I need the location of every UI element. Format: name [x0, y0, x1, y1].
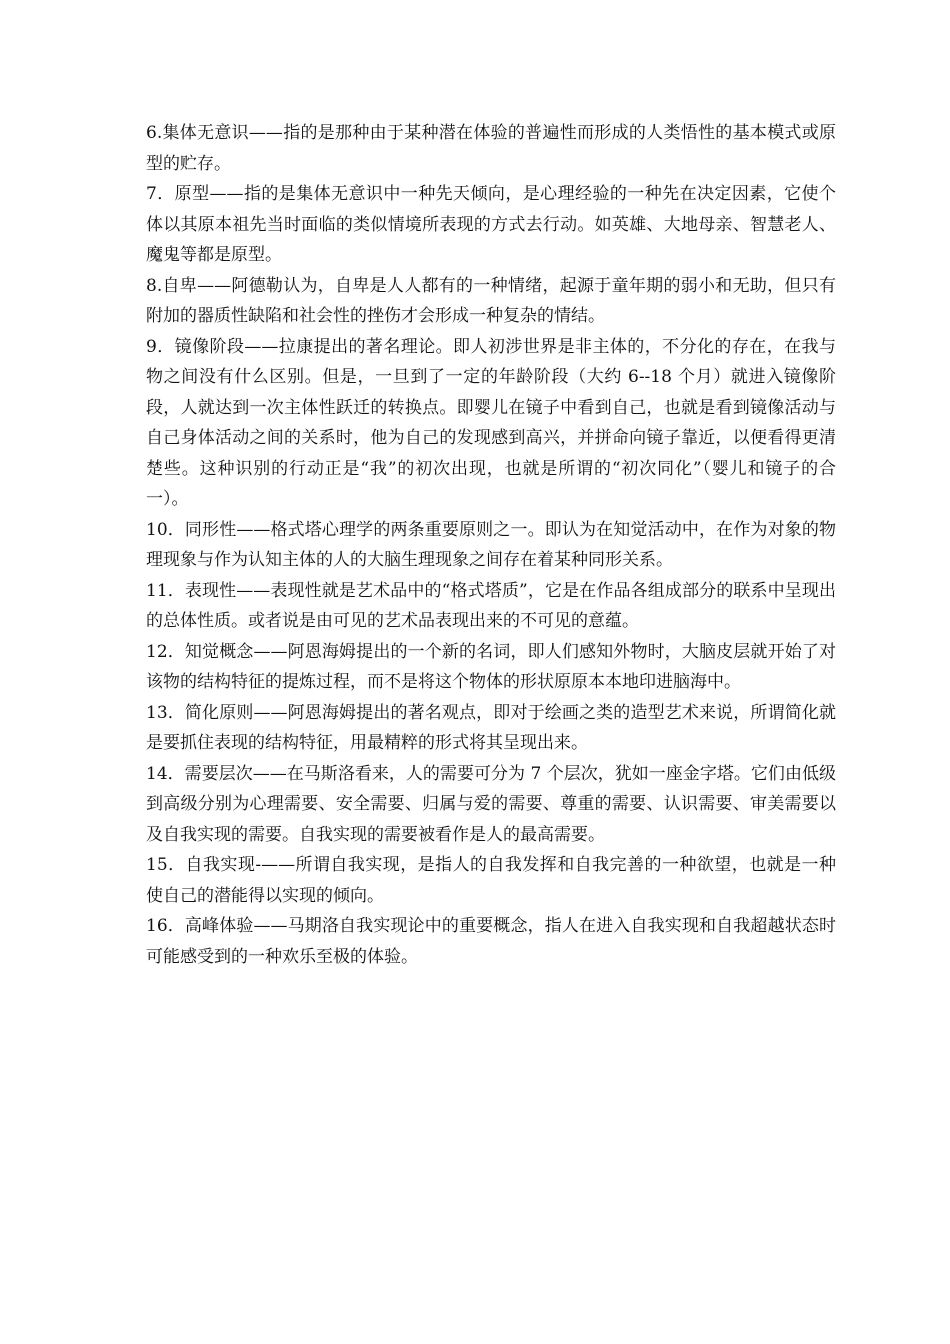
- paragraph-perceptual-concept: 12．知觉概念——阿恩海姆提出的一个新的名词，即人们感知外物时，大脑皮层就开始了对该物的结构特征的提炼过程，而不是将这个物体的形状原原本本地印进脑海中。: [146, 641, 836, 692]
- paragraph-inferiority: 8.自卑——阿德勒认为，自卑是人人都有的一种情绪，起源于童年期的弱小和无助，但只有附加的器质性缺陷和社会性的挫伤才会形成一种复杂的情结。: [146, 275, 836, 326]
- paragraph-mirror-stage: 9．镜像阶段——拉康提出的著名理论。即人初涉世界是非主体的，不分化的存在，在我与物之间没有什么区别。但是，一旦到了一定的年龄阶段（大约 6--18 个月）就进入镜像阶段，人就达到一次主体性跃迁的转换点。即婴儿在镜子中看到自己，也就是看到镜像活动与自己身体活动之间的关系时，他为自己的发现感到高兴，并拼命向镜子靠近，以便看得更清楚些。这种识别的行动正是“我”的初次出现，也就是所谓的“初次同化”（婴儿和镜子的合一）。: [146, 336, 836, 509]
- paragraph-archetype: 7．原型——指的是集体无意识中一种先天倾向，是心理经验的一种先在决定因素，它使个体以其原本祖先当时面临的类似情境所表现的方式去行动。如英雄、大地母亲、智慧老人、魔鬼等都是原型。: [146, 184, 836, 265]
- paragraph-self-actualization: 15．自我实现-——所谓自我实现，是指人的自我发挥和自我完善的一种欲望，也就是一种使自己的潜能得以实现的倾向。: [146, 855, 836, 906]
- paragraph-collective-unconscious: 6.集体无意识——指的是那种由于某种潜在体验的普遍性而形成的人类悟性的基本模式或原型的贮存。: [146, 123, 836, 174]
- paragraph-isomorphism: 10．同形性——格式塔心理学的两条重要原则之一。即认为在知觉活动中，在作为对象的物理现象与作为认知主体的人的大脑生理现象之间存在着某种同形关系。: [146, 519, 836, 570]
- paragraph-expressiveness: 11．表现性——表现性就是艺术品中的“格式塔质”，它是在作品各组成部分的联系中呈现出的总体性质。或者说是由可见的艺术品表现出来的不可见的意蕴。: [146, 580, 836, 631]
- paragraph-simplicity-principle: 13．简化原则——阿恩海姆提出的著名观点，即对于绘画之类的造型艺术来说，所谓简化就是要抓住表现的结构特征，用最精粹的形式将其呈现出来。: [146, 702, 836, 753]
- document-page: [146, 118, 836, 972]
- paragraph-hierarchy-of-needs: 14．需要层次——在马斯洛看来，人的需要可分为 7 个层次，犹如一座金字塔。它们由低级到高级分别为心理需要、安全需要、归属与爱的需要、尊重的需要、认识需要、审美需要以及自我实现的需要。自我实现的需要被看作是人的最高需要。: [146, 763, 836, 845]
- paragraph-peak-experience: 16．高峰体验——马期洛自我实现论中的重要概念，指人在进入自我实现和自我超越状态时可能感受到的一种欢乐至极的体验。: [146, 916, 836, 967]
